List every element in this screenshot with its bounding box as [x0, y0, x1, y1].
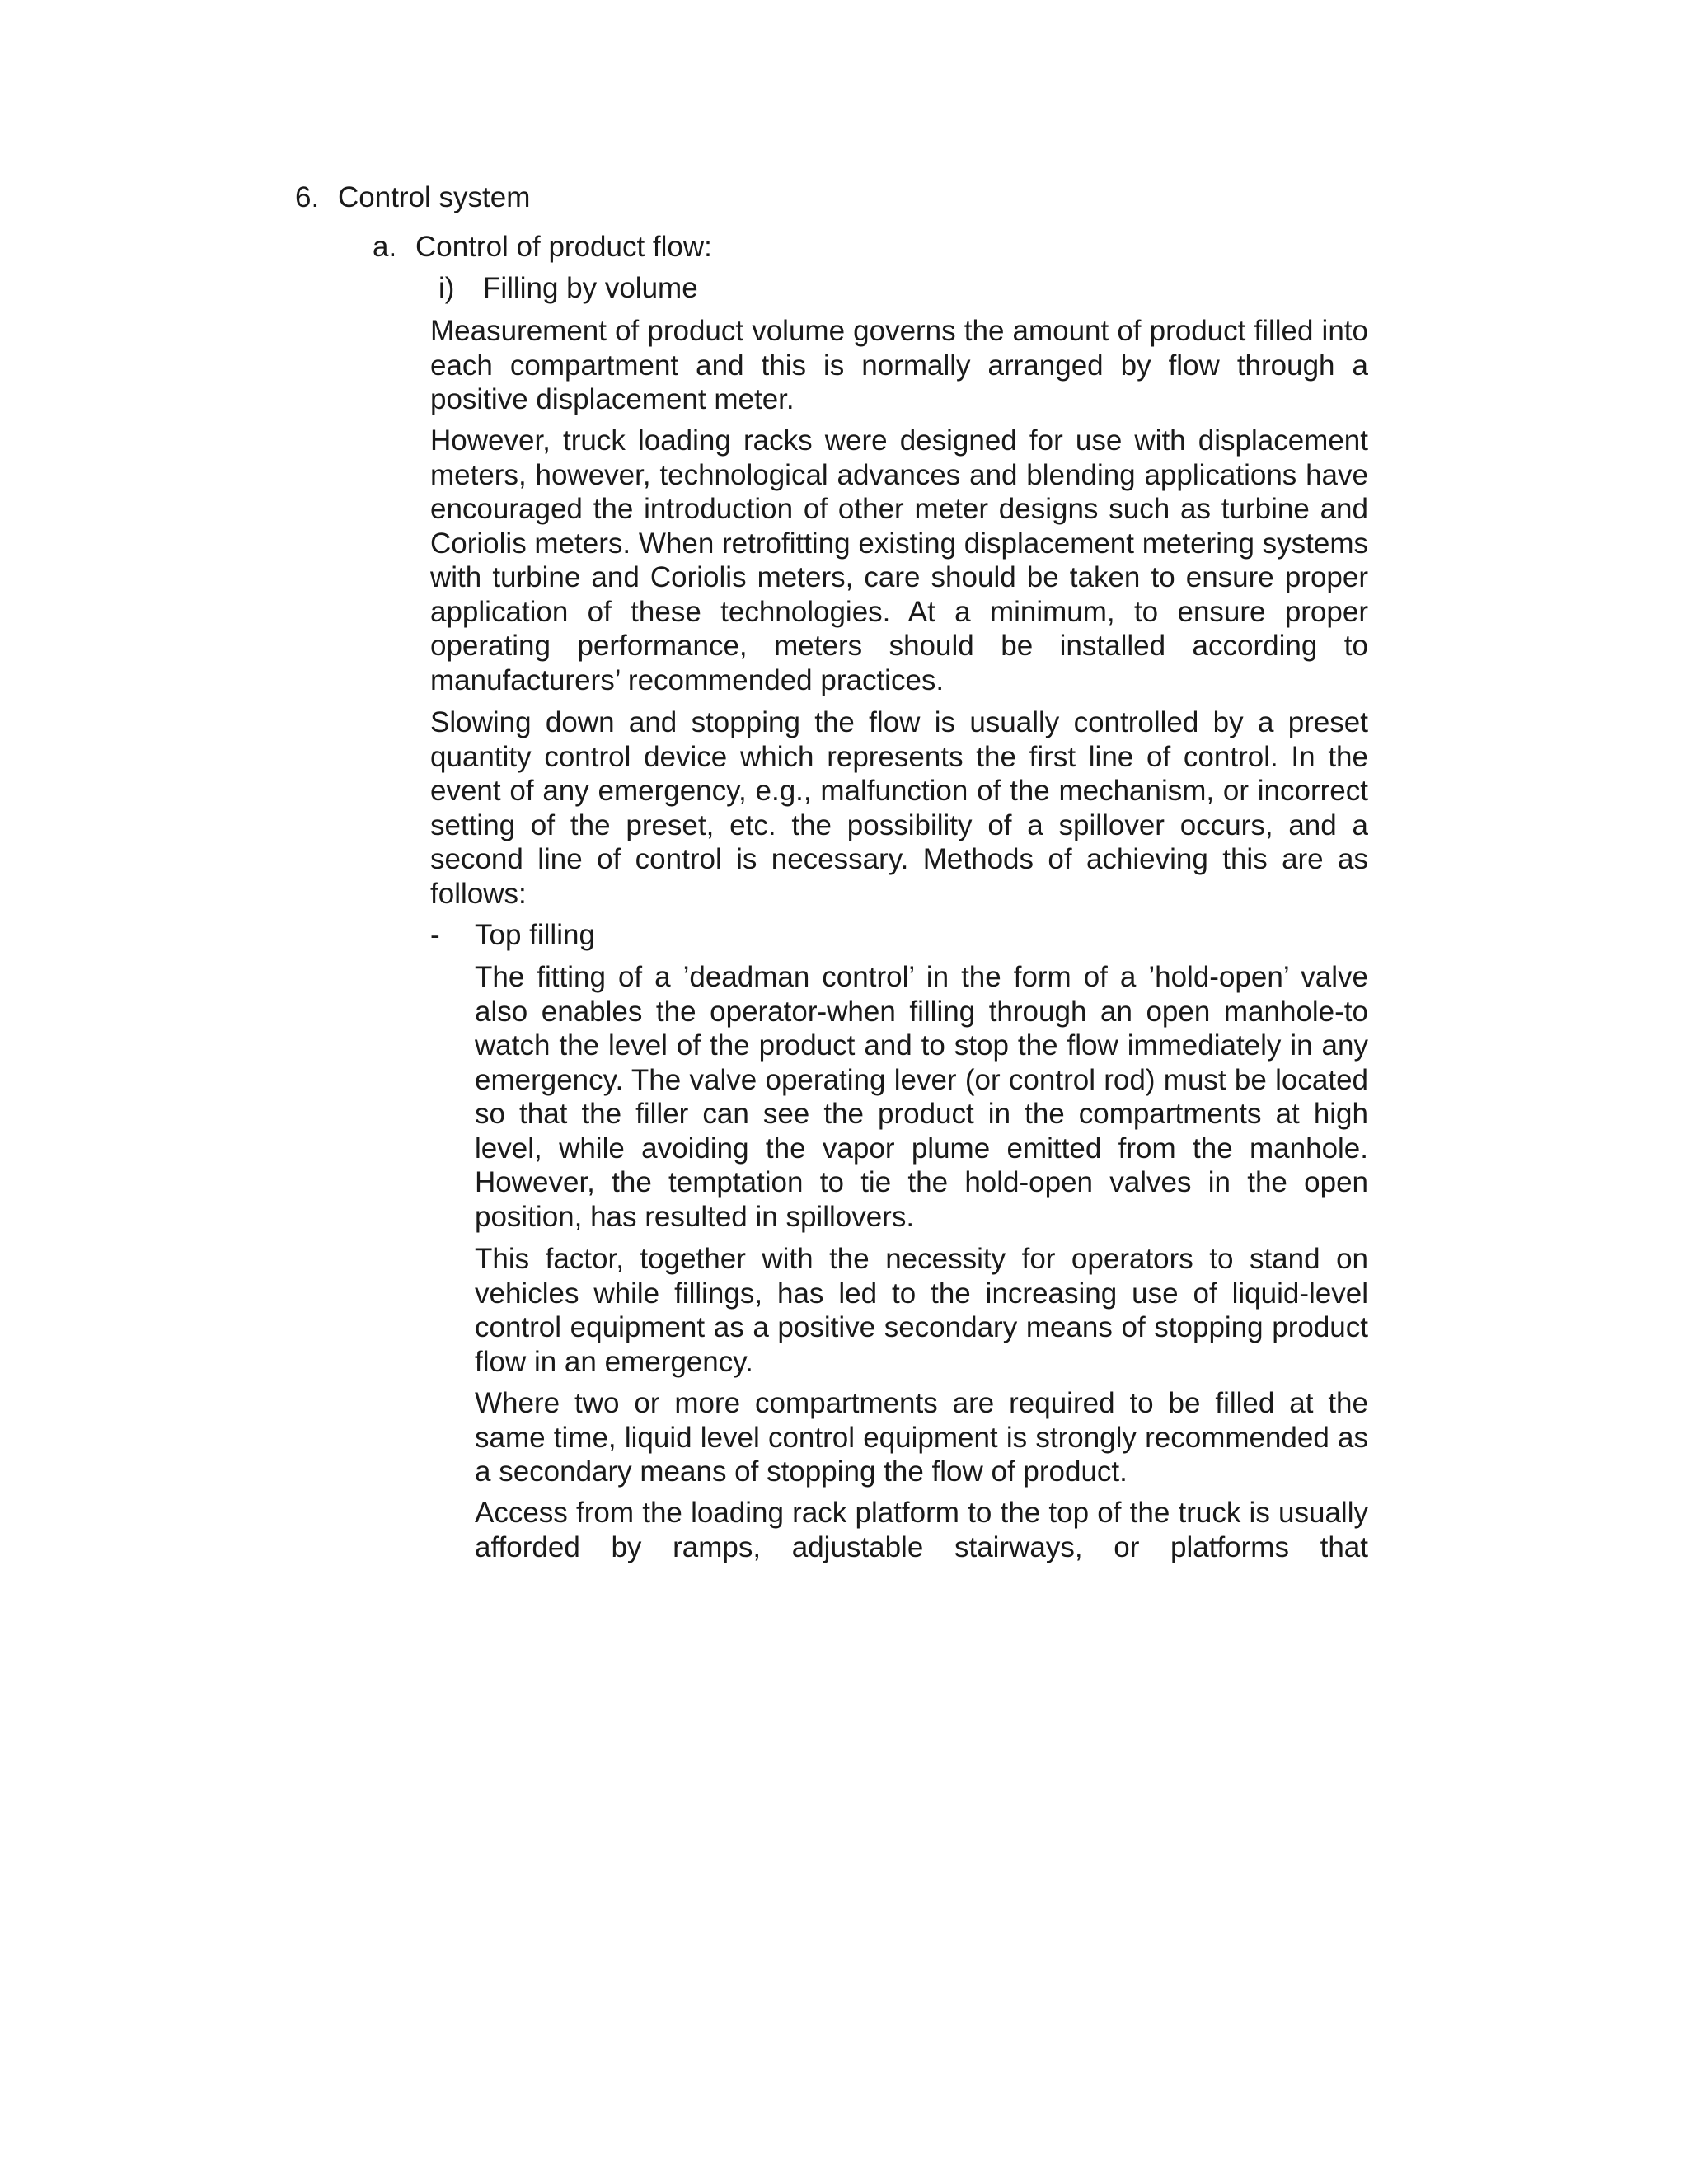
bullet-paragraph: This factor, together with the necessity for operators to stand on vehicles while fillings, has led to the increasing use of liquid-level control equipment as a positive secondary means of stopping product flow in an emergency. [475, 1243, 1368, 1378]
section-heading [295, 180, 530, 215]
subsubsection-numeral: i) [438, 272, 455, 304]
paragraph: However, truck loading racks were designed for use with displacement meters, however, technological advances and blending applications have encouraged the introduction of other meter designs such as turbine and Coriolis meters. When retrofitting existing displacement metering systems with turbine and Coriolis meters, care should be taken to ensure proper application of these technologies. At a minimum, to ensure proper operating performance, meters should be installed according to manufacturers’ recommended practices. [430, 424, 1368, 696]
subsubsection-heading [438, 271, 698, 306]
section-title: Control system [338, 181, 531, 213]
bullet-title: Top filling [475, 919, 595, 951]
subsection-letter: a. [373, 231, 397, 263]
subsection-heading [373, 230, 712, 265]
paragraph: Measurement of product volume governs the amount of product filled into each compartment and this is normally arranged by flow through a positive displacement meter. [430, 315, 1368, 415]
bullet-paragraph: Access from the loading rack platform to the top of the truck is usually afforded by ramps, adjustable stairways, or platforms that [475, 1497, 1368, 1563]
bullet-paragraph: The fitting of a ’deadman control’ in the form of a ’hold-open’ valve also enables the operator-when filling through an open manhole-to watch the level of the product and to stop the flow immediately in any emergency. The valve operating lever (or control rod) must be located so that the filler can see the product in the compartments at high level, while avoiding the vapor plume emitted from the manhole. However, the temptation to tie the hold-open valves in the open position, has resulted in spillovers. [475, 961, 1368, 1233]
section-number: 6. [295, 181, 320, 213]
subsubsection-title: Filling by volume [483, 272, 698, 304]
bullet-paragraph: Where two or more compartments are required to be filled at the same time, liquid level control equipment is strongly recommended as a secondary means of stopping the flow of product. [475, 1387, 1368, 1488]
bullet-dash: - [430, 919, 440, 951]
subsection-title: Control of product flow: [415, 231, 712, 263]
paragraph: Slowing down and stopping the flow is usually controlled by a preset quantity control device which represents the first line of control. In the event of any emergency, e.g., malfunction of the mechanism, or incorrect setting of the preset, etc. the possibility of a spillover occurs, and a second line of control is necessary. Methods of achieving this are as follows: [430, 706, 1368, 910]
